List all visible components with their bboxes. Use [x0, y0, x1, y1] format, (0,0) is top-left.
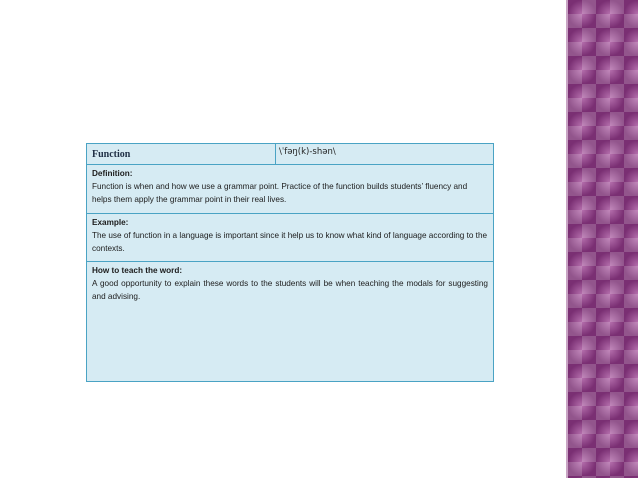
definition-label: Definition: — [92, 169, 133, 178]
definition-text: Function is when and how we use a grammar point. Practice of the function builds students’ fluency and helps them apply the grammar point in their real lives. — [92, 182, 468, 204]
example-text: The use of function in a language is important since it help us to know what kind of language according to the contexts. — [92, 231, 488, 253]
definition-row — [87, 165, 493, 214]
example-row — [87, 214, 493, 262]
example-label: Example: — [92, 218, 129, 227]
teaching-row — [87, 262, 493, 381]
card-header-row — [87, 144, 493, 165]
teaching-label: How to teach the word: — [92, 266, 183, 275]
pronunciation: \ˈfəŋ(k)-shən\ — [279, 147, 336, 157]
vocabulary-word: Function — [87, 144, 276, 165]
teaching-text: A good opportunity to explain these words to the students will be when teaching the modals for suggesting and advising. — [92, 279, 488, 301]
decorative-side-band — [568, 0, 638, 478]
vocabulary-card — [86, 143, 494, 382]
